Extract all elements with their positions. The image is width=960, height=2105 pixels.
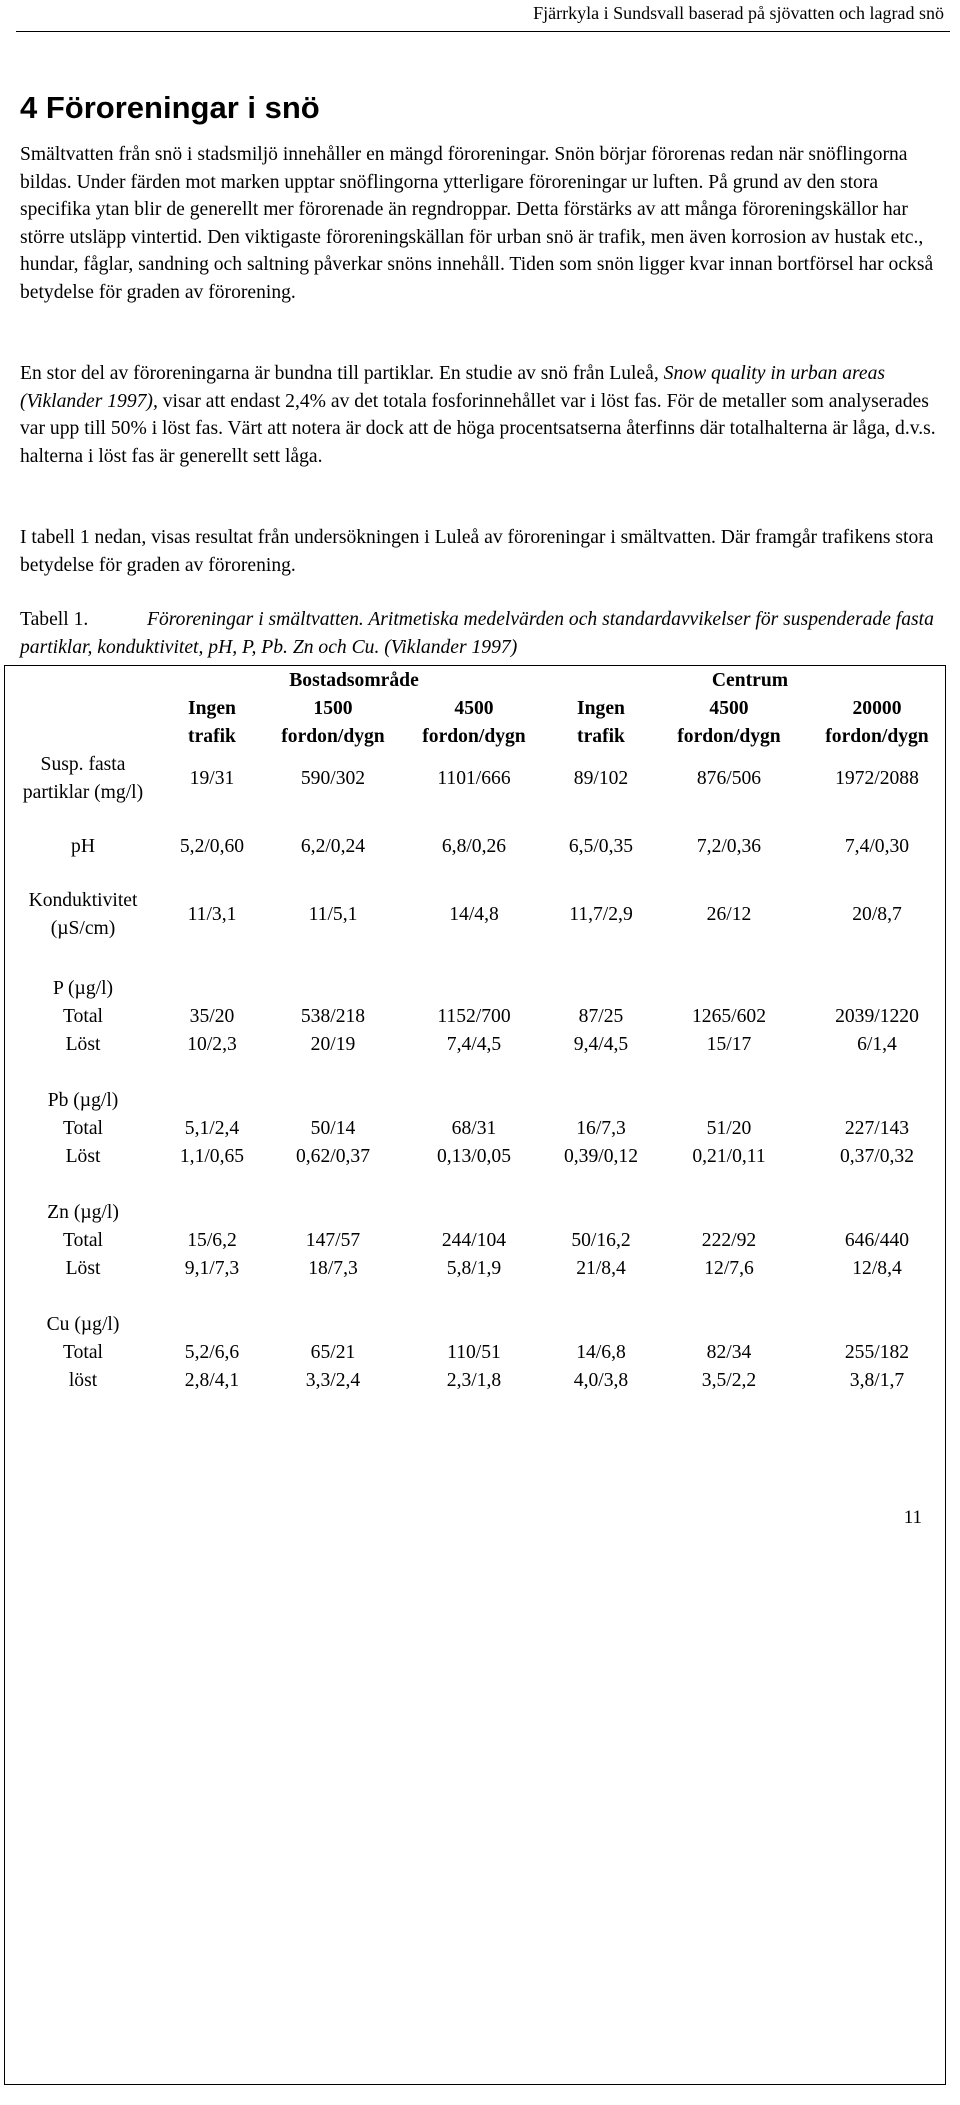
page-number: 11 bbox=[903, 1507, 922, 1528]
running-header: Fjärrkyla i Sundsvall baserad på sjövatten och lagrad snö bbox=[533, 3, 944, 23]
table-cell: 222/92 bbox=[701, 1230, 757, 1251]
table-cell: 65/21 bbox=[310, 1342, 356, 1363]
group-header-center: Centrum bbox=[711, 670, 789, 691]
column-header: fordon/dygn bbox=[677, 726, 781, 747]
pollution-table bbox=[0, 665, 960, 2105]
table-cell: 12/8,4 bbox=[852, 1258, 902, 1279]
table-cell: 11/5,1 bbox=[308, 904, 358, 925]
table-cell: 3,5/2,2 bbox=[701, 1370, 757, 1391]
table-cell: 1972/2088 bbox=[835, 768, 919, 789]
table-cell: 20/8,7 bbox=[852, 904, 902, 925]
paragraph-particle-bound bbox=[20, 360, 950, 470]
row-label: Pb (µg/l) bbox=[47, 1090, 119, 1111]
row-label: Total bbox=[63, 1342, 103, 1363]
row-label: Konduktivitet bbox=[28, 890, 138, 911]
table-cell: 14/6,8 bbox=[576, 1342, 626, 1363]
table-caption bbox=[20, 606, 950, 661]
table-cell: 9,4/4,5 bbox=[573, 1034, 629, 1055]
table-cell: 16/7,3 bbox=[576, 1118, 626, 1139]
table-cell: 7,4/0,30 bbox=[844, 836, 910, 857]
table-cell: 2,3/1,8 bbox=[446, 1370, 502, 1391]
table-cell: 15/6,2 bbox=[187, 1230, 237, 1251]
table-cell: 110/51 bbox=[447, 1342, 501, 1363]
row-label: P (µg/l) bbox=[52, 978, 114, 999]
column-header: trafik bbox=[577, 726, 625, 747]
table-cell: 646/440 bbox=[844, 1230, 910, 1251]
table-cell: 89/102 bbox=[573, 768, 629, 789]
table-cell: 227/143 bbox=[844, 1118, 910, 1139]
table-cell: 12/7,6 bbox=[704, 1258, 754, 1279]
paragraph-table-intro: I tabell 1 nedan, visas resultat från undersökningen i Luleå av föroreningar i smältvatten. Där framgår trafikens stora betydelse för graden av förorening. bbox=[20, 527, 934, 576]
table-cell: 82/34 bbox=[706, 1342, 752, 1363]
table-cell: 19/31 bbox=[189, 768, 235, 789]
table-cell: 50/14 bbox=[310, 1118, 356, 1139]
row-label: Löst bbox=[65, 1258, 101, 1279]
row-label: Cu (µg/l) bbox=[46, 1314, 120, 1335]
column-header: Ingen bbox=[188, 698, 236, 719]
table-cell: 10/2,3 bbox=[187, 1034, 237, 1055]
column-header: fordon/dygn bbox=[281, 726, 385, 747]
table-cell: 9,1/7,3 bbox=[184, 1258, 240, 1279]
table-cell: 2039/1220 bbox=[835, 1006, 919, 1027]
row-label: Löst bbox=[65, 1034, 101, 1055]
row-label: Total bbox=[63, 1230, 103, 1251]
table-cell: 876/506 bbox=[696, 768, 762, 789]
column-header: 4500 bbox=[709, 698, 749, 719]
table-cell: 51/20 bbox=[706, 1118, 752, 1139]
table-cell: 6,8/0,26 bbox=[441, 836, 507, 857]
table-cell: 244/104 bbox=[441, 1230, 507, 1251]
table-cell: 255/182 bbox=[844, 1342, 910, 1363]
column-header: Ingen bbox=[577, 698, 625, 719]
table-cell: 0,39/0,12 bbox=[563, 1146, 639, 1167]
paragraph-text: visar att endast 2,4% av det totala fosforinnehållet var i löst fas. För de metaller som analyserades var upp till 50% i löst fas. Värt att notera är dock att de höga procentsatserna återfinns där totalhalterna är låga, d.v.s. halterna i löst fas är generellt sett låga. bbox=[20, 390, 936, 467]
table-cell: 2,8/4,1 bbox=[184, 1370, 240, 1391]
table-cell: 11,7/2,9 bbox=[569, 904, 633, 925]
row-label: partiklar (mg/l) bbox=[22, 782, 144, 803]
table-cell: 4,0/3,8 bbox=[573, 1370, 629, 1391]
paragraph-pollution-sources: Smältvatten från snö i stadsmiljö innehåller en mängd föroreningar. Snön börjar förorenas redan när snöflingorna bildas. Under färden mot marken upptar snöflingorna ytterligare föroreningar ur luften. På grund av den stora specifika ytan blir de generellt mer förorenade än regndroppar. Detta förstärks av att många föroreningskällor har större utsläpp vintertid. Den viktigaste föroreningskällan för urban snö är trafik, men även korrosion av hustak etc., hundar, fåglar, sandning och saltning påverkar snöns innehåll. Tiden som snön ligger kvar innan bortförsel har också betydelse för graden av förorening. bbox=[20, 144, 934, 303]
table-cell: 14/4,8 bbox=[449, 904, 499, 925]
table-cell: 5,2/0,60 bbox=[179, 836, 245, 857]
table-cell: 538/218 bbox=[300, 1006, 366, 1027]
table-cell: 5,2/6,6 bbox=[184, 1342, 240, 1363]
column-header: fordon/dygn bbox=[825, 726, 929, 747]
table-cell: 1,1/0,65 bbox=[179, 1146, 245, 1167]
table-cell: 590/302 bbox=[300, 768, 366, 789]
study-title: Snow quality in urban areas (Viklander 1997), bbox=[20, 363, 886, 412]
table-cell: 15/17 bbox=[706, 1034, 752, 1055]
table-caption-label: Tabell 1. bbox=[20, 609, 89, 630]
table-cell: 5,1/2,4 bbox=[184, 1118, 240, 1139]
table-cell: 11/3,1 bbox=[187, 904, 237, 925]
row-label: Susp. fasta bbox=[40, 754, 126, 775]
column-header: 1500 bbox=[313, 698, 353, 719]
column-header: trafik bbox=[188, 726, 236, 747]
table-cell: 3,3/2,4 bbox=[305, 1370, 361, 1391]
table-cell: 35/20 bbox=[189, 1006, 235, 1027]
table-cell: 0,13/0,05 bbox=[436, 1146, 512, 1167]
column-header: 20000 bbox=[852, 698, 902, 719]
table-cell: 21/8,4 bbox=[576, 1258, 626, 1279]
table-cell: 68/31 bbox=[451, 1118, 497, 1139]
section-title: 4 Föroreningar i snö bbox=[20, 90, 320, 125]
table-caption-text: Föroreningar i smältvatten. Aritmetiska medelvärden och standardavvikelser för suspenderade fasta partiklar, konduktivitet, pH, P, Pb. Zn och Cu. (Viklander 1997) bbox=[20, 609, 934, 658]
table-cell: 5,8/1,9 bbox=[446, 1258, 502, 1279]
table-cell: 0,62/0,37 bbox=[295, 1146, 371, 1167]
table-cell: 87/25 bbox=[578, 1006, 624, 1027]
header-divider bbox=[16, 31, 950, 32]
table-cell: 18/7,3 bbox=[308, 1258, 358, 1279]
table-cell: 0,37/0,32 bbox=[839, 1146, 915, 1167]
table-cell: 7,2/0,36 bbox=[696, 836, 762, 857]
row-label: Total bbox=[63, 1118, 103, 1139]
column-header: fordon/dygn bbox=[422, 726, 526, 747]
column-header: 4500 bbox=[454, 698, 494, 719]
table-cell: 26/12 bbox=[706, 904, 752, 925]
table-cell: 6,2/0,24 bbox=[300, 836, 366, 857]
group-header-residential: Bostadsområde bbox=[289, 670, 419, 691]
row-label: Total bbox=[63, 1006, 103, 1027]
row-label: Zn (µg/l) bbox=[47, 1202, 119, 1223]
table-cell: 0,21/0,11 bbox=[692, 1146, 766, 1167]
row-label: (µS/cm) bbox=[50, 918, 116, 939]
table-cell: 7,4/4,5 bbox=[446, 1034, 502, 1055]
table-cell: 1152/700 bbox=[437, 1006, 511, 1027]
table-cell: 6,5/0,35 bbox=[568, 836, 634, 857]
row-label: Löst bbox=[65, 1146, 101, 1167]
table-cell: 1101/666 bbox=[437, 768, 511, 789]
table-cell: 147/57 bbox=[305, 1230, 361, 1251]
paragraph-text: En stor del av föroreningarna är bundna till partiklar. En studie av snö från Luleå, bbox=[20, 363, 664, 384]
row-label: löst bbox=[68, 1370, 98, 1391]
table-cell: 6/1,4 bbox=[857, 1034, 897, 1055]
table-cell: 3,8/1,7 bbox=[849, 1370, 905, 1391]
row-label: pH bbox=[71, 836, 95, 857]
table-cell: 50/16,2 bbox=[571, 1230, 631, 1251]
table-cell: 20/19 bbox=[310, 1034, 356, 1055]
table-cell: 1265/602 bbox=[691, 1006, 767, 1027]
